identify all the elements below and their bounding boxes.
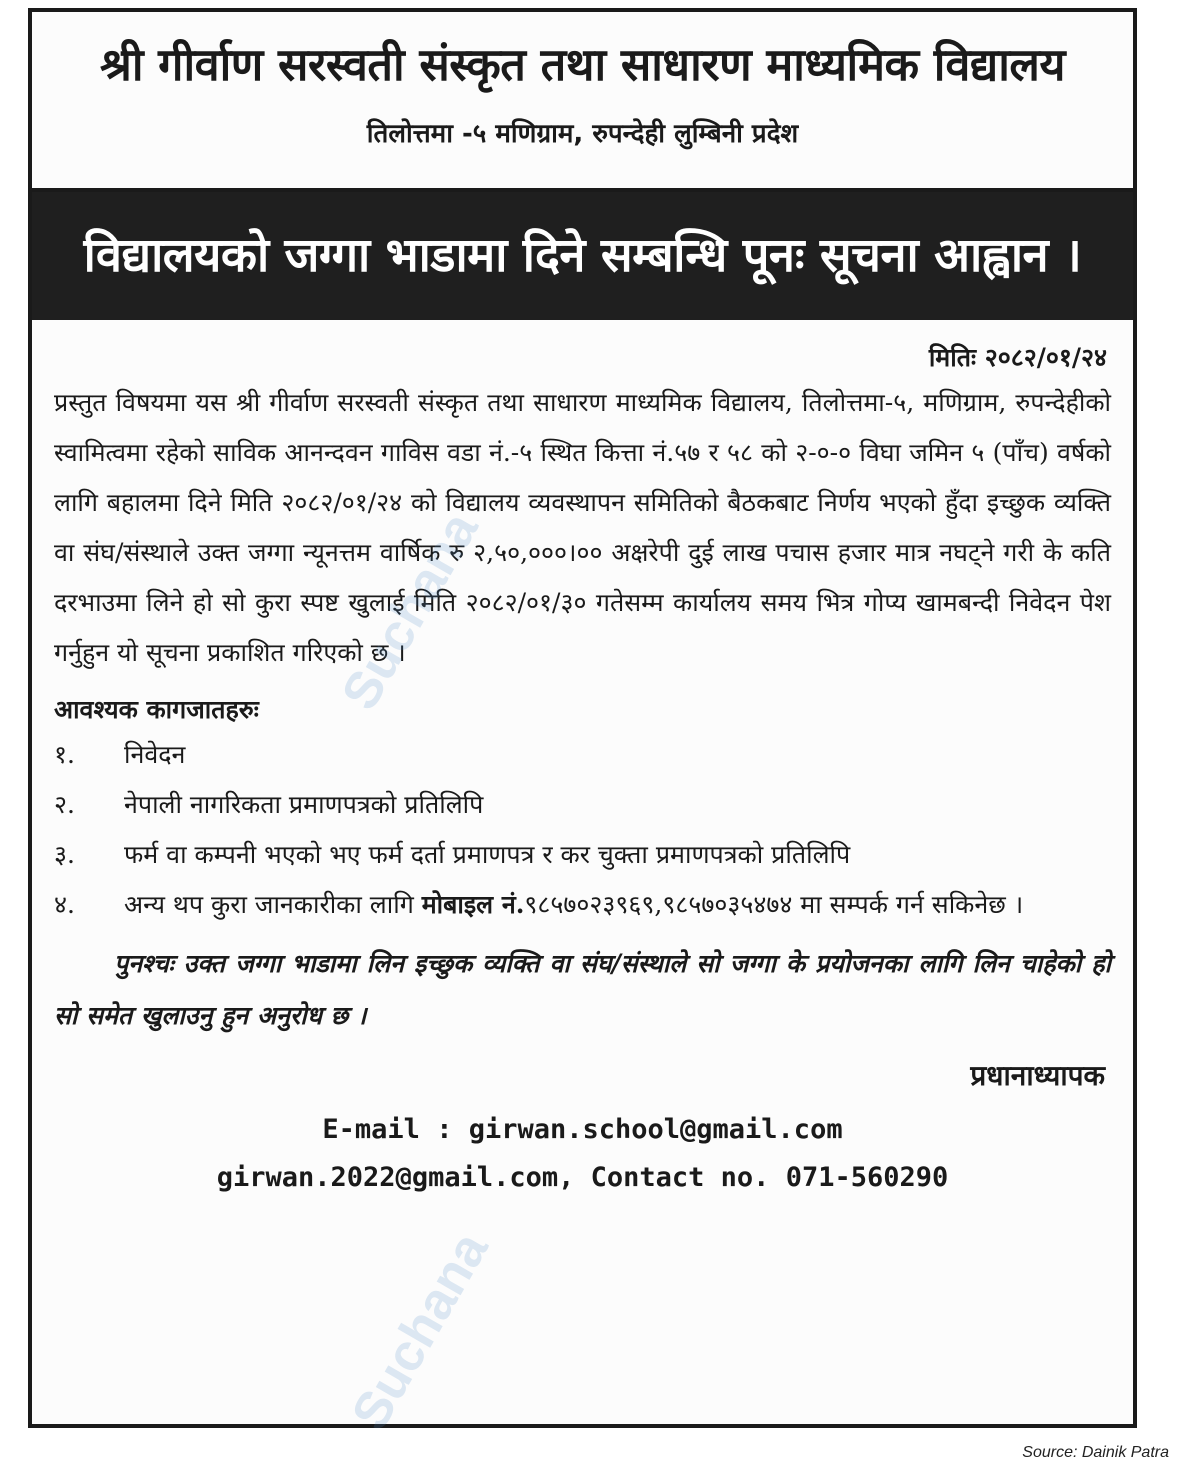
list-item-text: नेपाली नागरिकता प्रमाणपत्रको प्रतिलिपि	[124, 790, 484, 819]
notice-box	[28, 8, 1137, 1428]
contact-text-before: अन्य थप कुरा जानकारीका लागि	[124, 890, 414, 919]
contact-email-phone-line: girwan.2022@gmail.com, Contact no. 071-560290	[216, 1162, 949, 1193]
required-docs-list	[54, 730, 1111, 930]
postscript: पुनश्चः उक्त जग्गा भाडामा लिन इच्छुक व्यक्ति वा संघ/संस्थाले सो जग्गा के प्रयोजनका लागि लिन चाहेको हो सो समेत खुलाउनु हुन अनुरोध छ ।	[54, 949, 1111, 1030]
contact-email-line: E-mail : girwan.school@gmail.com	[322, 1114, 843, 1145]
list-item-number: ४.	[54, 890, 75, 919]
list-item	[54, 880, 1111, 930]
notice-title-banner: विद्यालयको जग्गा भाडामा दिने सम्बन्धि पूनः सूचना आह्वान ।	[32, 192, 1133, 320]
mobile-numbers: ९८५७०२३९६९,९८५७०३५४७४ मा सम्पर्क गर्न सकिनेछ ।	[524, 890, 1024, 919]
list-item	[54, 780, 1111, 830]
school-name: श्री गीर्वाण सरस्वती संस्कृत तथा साधारण माध्यमिक विद्यालय	[99, 38, 1066, 91]
list-item-number: ३.	[54, 840, 75, 869]
required-docs-heading: आवश्यक कागजातहरुः	[54, 695, 259, 724]
notice-header	[32, 12, 1133, 192]
list-item	[54, 730, 1111, 780]
list-item	[54, 830, 1111, 880]
notice-body	[32, 340, 1133, 1202]
list-item-text	[124, 880, 1111, 930]
notice-paragraph: प्रस्तुत विषयमा यस श्री गीर्वाण सरस्वती संस्कृत तथा साधारण माध्यमिक विद्यालय, तिलोत्तमा-५, मणिग्राम, रुपन्देहीको स्वामित्वमा रहेको साविक आनन्दवन गाविस वडा नं.-५ स्थित कित्ता नं.५७ र ५८ को २-०-० विघा जमिन ५ (पाँच) वर्षको लागि बहालमा दिने मिति २०८२/०१/२४ को विद्यालय व्यवस्थापन समितिको बैठकबाट निर्णय भएको हुँदा इच्छुक व्यक्ति वा संघ/संस्थाले उक्त जग्गा न्यूनत्तम वार्षिक रु २,५०,०००।०० अक्षरेपी दुई लाख पचास हजार मात्र नघट्ने गरी के कति दरभाउमा लिने हो सो कुरा स्पष्ट खुलाई मिति २०८२/०१/३० गतेसम्म कार्यालय समय भित्र गोप्य खामबन्दी निवेदन पेश गर्नुहुन यो सूचना प्रकाशित गरिएको छ ।	[54, 388, 1111, 667]
signer-title: प्रधानाध्यापक	[970, 1059, 1105, 1092]
list-item-text: निवेदन	[124, 740, 186, 769]
list-item-number: २.	[54, 790, 75, 819]
school-address: तिलोत्तमा -५ मणिग्राम, रुपन्देही लुम्बिनी प्रदेश	[366, 119, 799, 149]
source-credit: Source: Dainik Patra	[1022, 1444, 1169, 1461]
mobile-label: मोबाइल नं.	[421, 890, 525, 919]
list-item-text: फर्म वा कम्पनी भएको भए फर्म दर्ता प्रमाणपत्र र कर चुक्ता प्रमाणपत्रको प्रतिलिपि	[124, 840, 851, 869]
list-item-number: १.	[54, 740, 75, 769]
notice-date: मितिः २०८२/०१/२४	[928, 343, 1107, 372]
